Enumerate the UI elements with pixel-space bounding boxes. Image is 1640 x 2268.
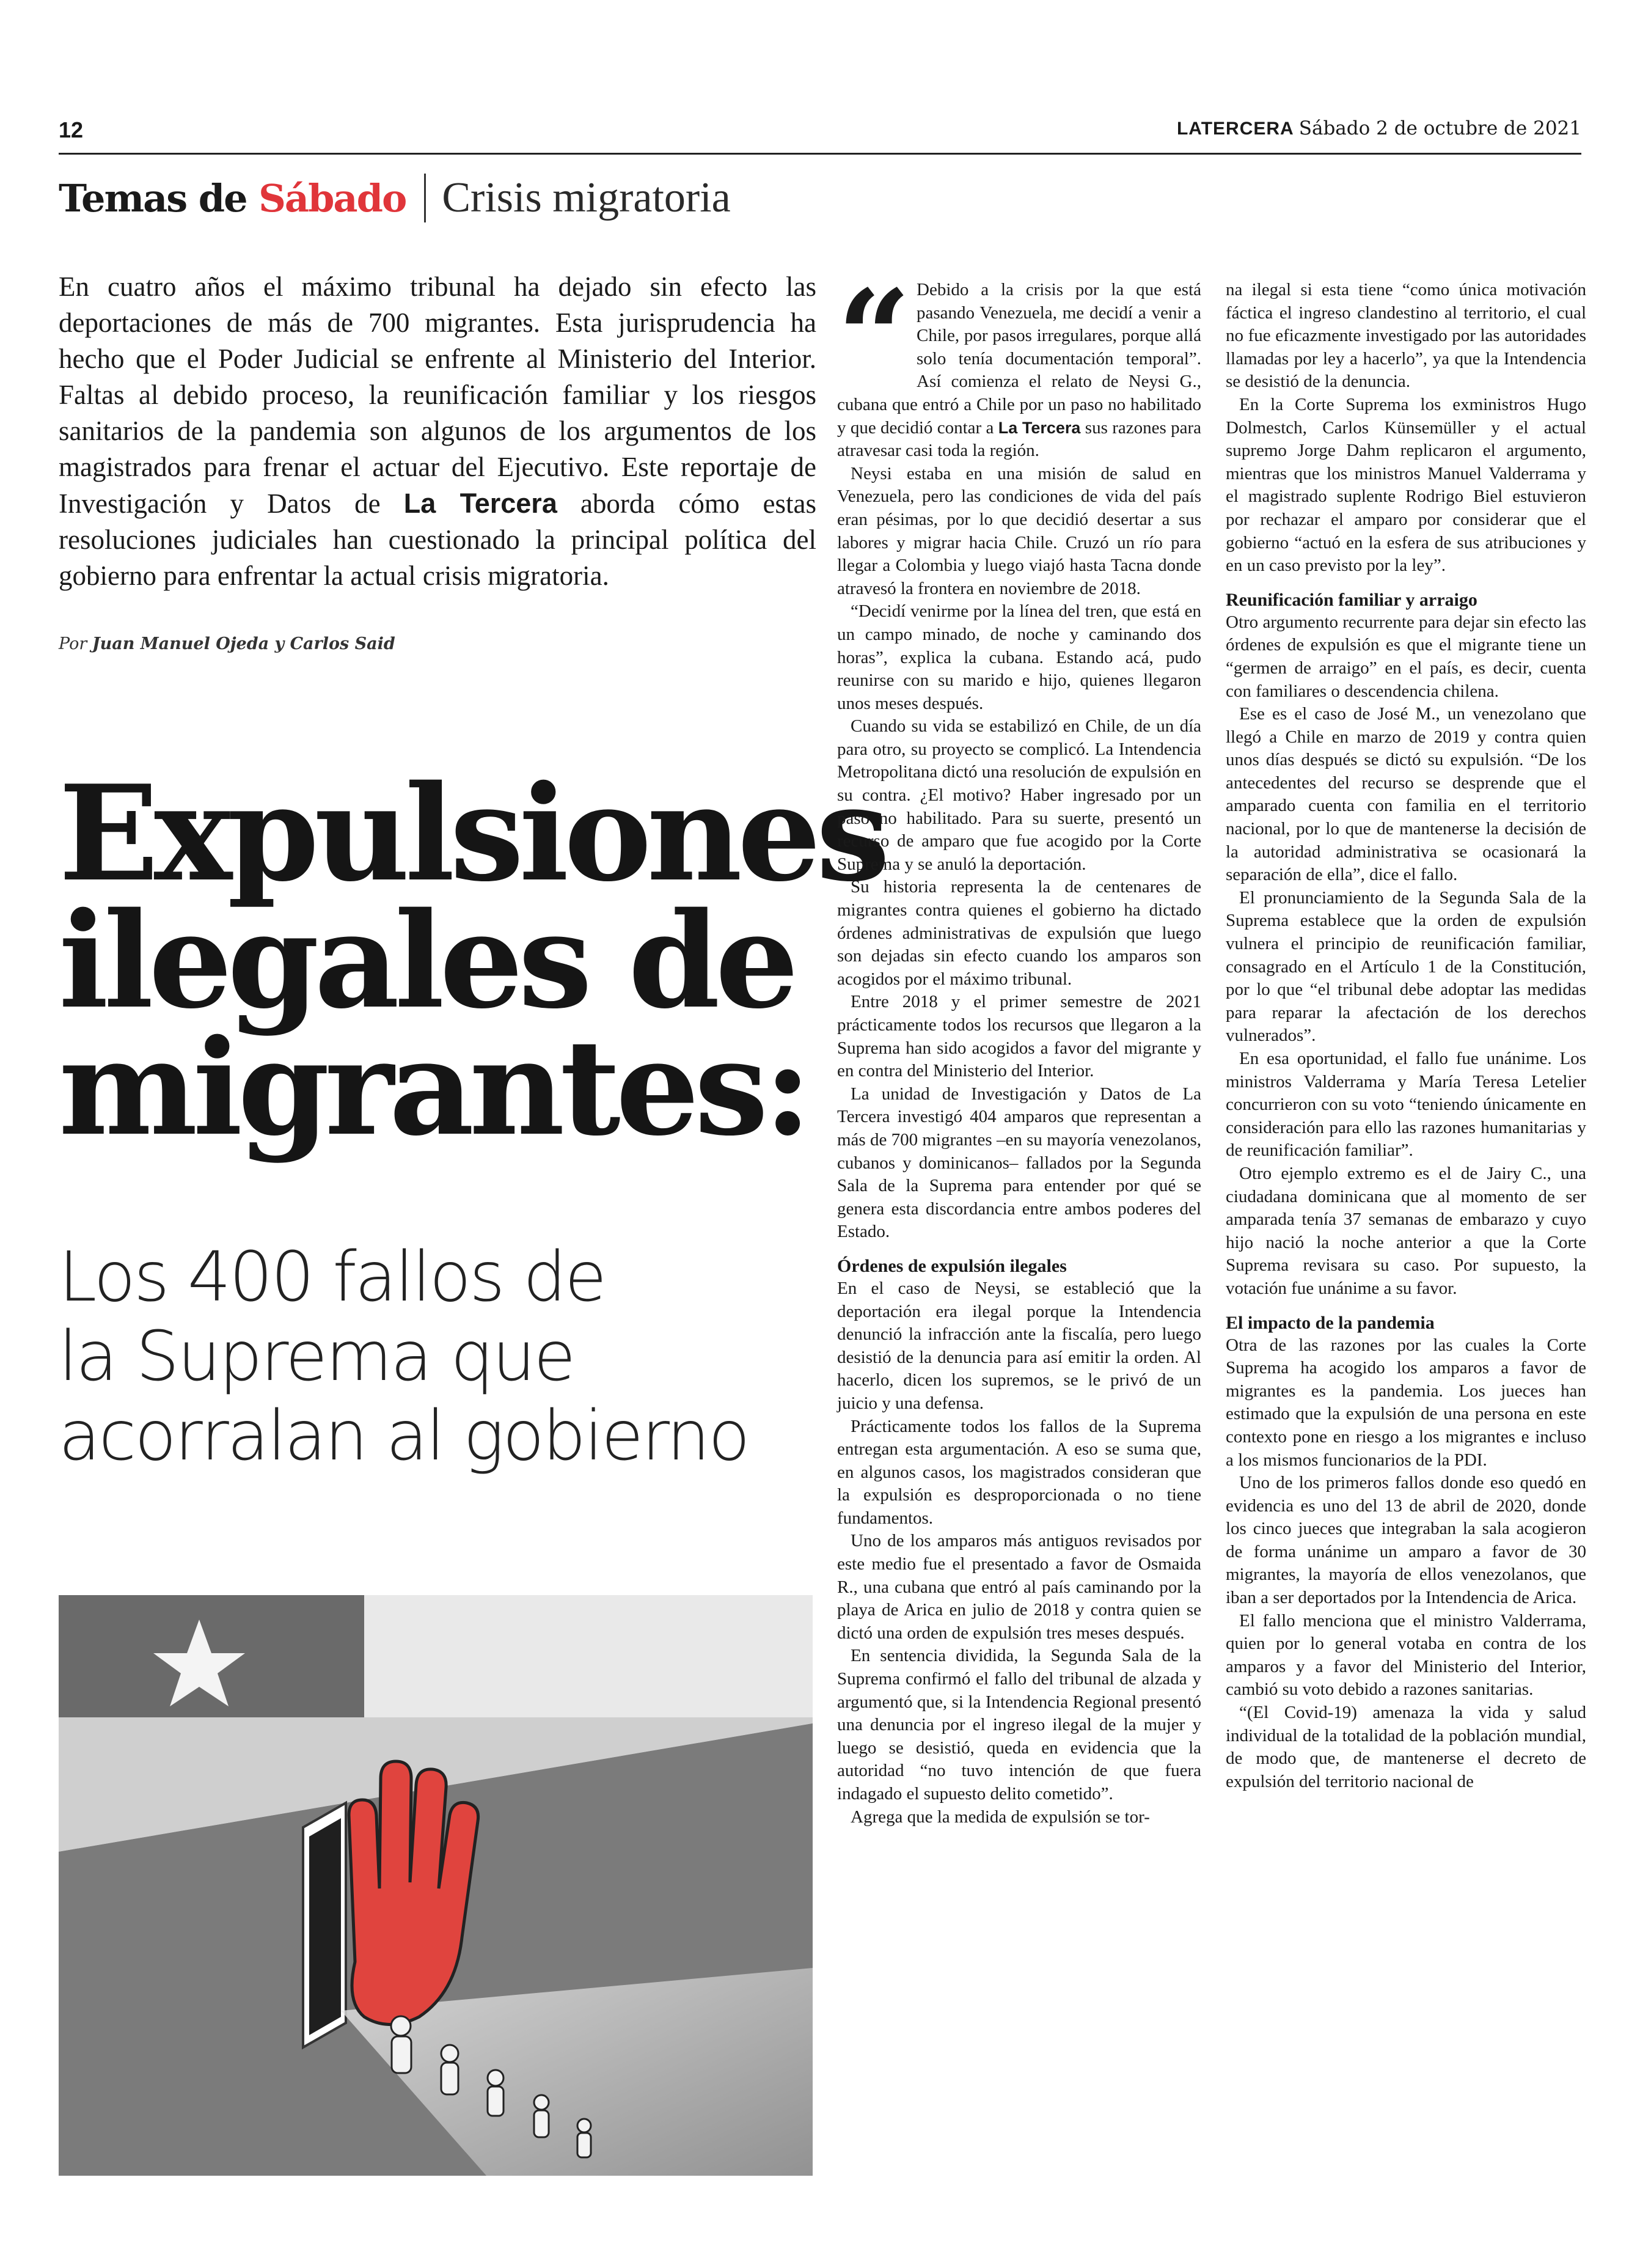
article-column-1: [837, 262, 1202, 1829]
article-illustration: [59, 1595, 813, 2176]
headline: Expulsiones ilegales de migrantes:: [59, 756, 885, 1165]
section-header: [59, 170, 731, 226]
masthead: [1177, 117, 1581, 139]
section-title-accent: Sábado: [258, 175, 406, 221]
lede-brand: La Tercera: [403, 488, 557, 519]
section-title: Temas de Sábado: [59, 175, 406, 221]
body-paragraph: Otra de las razones por las cuales la Corte Suprema ha acogido los amparos a favor de migrantes es la pandemia. Los jueces han estimado que la expulsión de una persona en este contexto pone en riesgo a los migrantes e incluso a los mismos funcionarios de la PDI.: [1226, 1335, 1586, 1470]
body-paragraph: Uno de los primeros fallos donde eso quedó en evidencia es uno del 13 de abril de 2020, donde los cinco jueces que integraban la sala acogieron de forma unánime un amparo a favor de 30 migrantes, la mayoría de ellos venezolanos, que iban a ser deportados por la Intendencia de Arica.: [1226, 1473, 1586, 1608]
crosshead: Órdenes de expulsión ilegales: [837, 1255, 1067, 1276]
body-paragraph: “ Debido a la crisis por la que está pasando Venezuela, me decidí a venir a Chile, por pasos irregulares, porque allá solo tenía documentación temporal”. Así comienza el relato de Neysi G., cubana que entró a Chile por un paso no habilitado y que decidió contar a La Tercera sus razones para atravesar casi toda la región.: [837, 262, 1202, 461]
body-paragraph: Su historia representa la de centenares de migrantes contra quienes el gobierno ha dictado órdenes administrativas de expulsión que luego son dejadas sin efecto cuando los amparos son acogidos por el máximo tribunal.: [837, 877, 1201, 989]
inline-brand: La Tercera: [998, 418, 1081, 437]
body-paragraph: El fallo menciona que el ministro Valderrama, quien por lo general votaba en contra de los amparos y a favor del Ministerio del Interior, cambió su voto debido a razones sanitarias.: [1226, 1610, 1586, 1700]
body-paragraph: “Decidí venirme por la línea del tren, que está en un campo minado, de noche y caminando dos horas”, explica la cubana. Estando acá, pudo reunirse con su marido e hijo, quienes llegaron unos meses después.: [837, 601, 1201, 713]
body-paragraph: En sentencia dividida, la Segunda Sala de la Suprema confirmó el fallo del tribunal de alzada y argumentó que, si la Intendencia Regional presentó una denuncia por el ingreso ilegal de la mujer y luego se desistió, queda en evidencia que la autoridad “no tuvo intención de que fuera indagado el supuesto delito cometido”.: [837, 1646, 1201, 1804]
section-divider: [424, 174, 426, 222]
crosshead: Reunificación familiar y arraigo: [1226, 589, 1477, 610]
body-paragraph: Otro ejemplo extremo es el de Jairy C., una ciudadana dominicana que al momento de ser amparada tenía 37 semanas de embarazo y cuyo hijo nació la noche anterior a que la Corte Suprema revisara su caso. Por supuesto, la votación fue unánime a su favor.: [1226, 1163, 1586, 1298]
byline-authors: Juan Manuel Ojeda y Carlos Said: [92, 634, 395, 653]
newspaper-brand: LATERCERA: [1176, 119, 1294, 139]
body-paragraph: En el caso de Neysi, se estableció que la deportación era ilegal porque la Intendencia denunció la infracción ante la fiscalía, pero luego desistió de la denuncia para así emitir la orden. Al hacerlo, dicen los supremos, se le privó de un juicio y una defensa.: [837, 1278, 1201, 1413]
flag-white-panel: [364, 1595, 813, 1717]
article-column-2: [1226, 279, 1586, 1793]
page-number: 12: [59, 117, 84, 142]
byline: Por Juan Manuel Ojeda y Carlos Said: [59, 634, 395, 653]
body-paragraph: Agrega que la medida de expulsión se tor-: [851, 1807, 1150, 1827]
body-paragraph: La unidad de Investigación y Datos de La Tercera investigó 404 amparos que representan a más de 700 migrantes –en su mayoría venezolanos, cubanos y dominicanos– fallados por la Segunda Sala de la Suprema para entender por qué se genera esta discordancia entre ambos poderes del Estado.: [837, 1084, 1201, 1242]
body-paragraph: En esa oportunidad, el fallo fue unánime. Los ministros Valderrama y María Teresa Letelier concurrieron con su voto “teniendo únicamente en consideración para ello las razones humanitarias y de reunificación familiar”.: [1226, 1049, 1586, 1161]
header-rule: [59, 153, 1581, 155]
body-paragraph: Prácticamente todos los fallos de la Suprema entregan esta argumentación. A eso se suma que, en algunos casos, los magistrados consideran que la expulsión es desproporcionada o no tiene fundamentos.: [837, 1416, 1201, 1528]
issue-date: Sábado 2 de octubre de 2021: [1298, 117, 1581, 139]
body-paragraph: Cuando su vida se estabilizó en Chile, de un día para otro, su proyecto se complicó. La Intendencia Metropolitana dictó una resolución de expulsión en su contra. ¿El motivo? Haber ingresado por un paso no habilitado. Para su suerte, presentó un recurso de amparo que fue acogido por la Corte Suprema y se anuló la deportación.: [837, 716, 1201, 874]
lede-paragraph: En cuatro años el máximo tribunal ha dejado sin efecto las deportaciones de más de 700 migrantes. Esta jurisprudencia ha hecho que el Poder Judicial se enfrente al Ministerio del Interior. Faltas al debido proceso, la reunificación familiar y los riesgos sanitarios de la pandemia son algunos de los argumentos de los magistrados para frenar el actuar del Ejecutivo. Este reportaje de Investigación y Datos de La Tercera aborda cómo estas resoluciones judiciales han cuestionado la principal política del gobierno para enfrentar la actual crisis migratoria.: [59, 271, 816, 591]
body-paragraph: na ilegal si esta tiene “como única motivación fáctica el ingreso clandestino al territorio, el cual no fue eficazmente investigado por las autoridades llamadas por ley a hacerlo”, ya que la Intendencia se desistió de la denuncia.: [1226, 280, 1586, 392]
body-paragraph: Otro argumento recurrente para dejar sin efecto las órdenes de expulsión es que el migrante tiene un “germen de arraigo” en el país, es decir, cuenta con familiares o descendencia chilena.: [1226, 612, 1586, 701]
body-paragraph: “(El Covid-19) amenaza la vida y salud individual de la totalidad de la población mundial, de modo que, de mantenerse el decreto de expulsión del territorio nacional de: [1226, 1703, 1586, 1791]
body-paragraph: Entre 2018 y el primer semestre de 2021 prácticamente todos los recursos que llegaron a la Suprema han sido acogidos a favor del migrante y en contra del Ministerio del Interior.: [837, 992, 1201, 1081]
crosshead: El impacto de la pandemia: [1226, 1312, 1435, 1333]
body-paragraph: Ese es el caso de José M., un venezolano que llegó a Chile en marzo de 2019 y contra quien unos días después se dictó su expulsión. “De los antecedentes del recurso se desprende que el amparado cuenta con familia en el territorio nacional, por lo que de mantenerse la decisión de la autoridad administrativa se ocasionará la separación de ella”, dice el fallo.: [1226, 704, 1586, 885]
subheadline: Los 400 fallos de la Suprema que acorralan al gobierno: [59, 1238, 749, 1476]
body-paragraph: Uno de los amparos más antiguos revisados por este medio fue el presentado a favor de Osmaida R., una cubana que entró al país caminando por la playa de Arica en julio de 2018 y contra quien se dictó una orden de expulsión tres meses después.: [837, 1531, 1201, 1643]
body-paragraph: Neysi estaba en una misión de salud en Venezuela, pero las condiciones de vida del país eran pésimas, por lo que decidió desertar a sus labores y migrar hacia Chile. Cruzó un río para llegar a Colombia y luego viajó hasta Tacna donde atravesó la frontera en noviembre de 2018.: [837, 463, 1201, 598]
illustration-graphic: [59, 1595, 813, 2176]
body-paragraph: El pronunciamiento de la Segunda Sala de la Suprema establece que la orden de expulsión vulnera el principio de reunificación familiar, consagrado en el Artículo 1 de la Constitución, por lo que “el tribunal debe adoptar las medidas para reparar la afectación de los derechos vulnerados”.: [1226, 887, 1586, 1046]
body-paragraph: En la Corte Suprema los exministros Hugo Dolmestch, Carlos Künsemüller y el actual supremo Jorge Dahm replicaron el argumento, mientras que los ministros Manuel Valderrama y el magistrado suplente Rodrigo Biel estuvieron por rechazar el amparo por considerar que el gobierno “actuó en la esfera de sus atribuciones y en un caso previsto por la ley”.: [1226, 394, 1586, 576]
section-topic: Crisis migratoria: [442, 174, 731, 221]
pull-quote-mark: “: [837, 262, 911, 413]
